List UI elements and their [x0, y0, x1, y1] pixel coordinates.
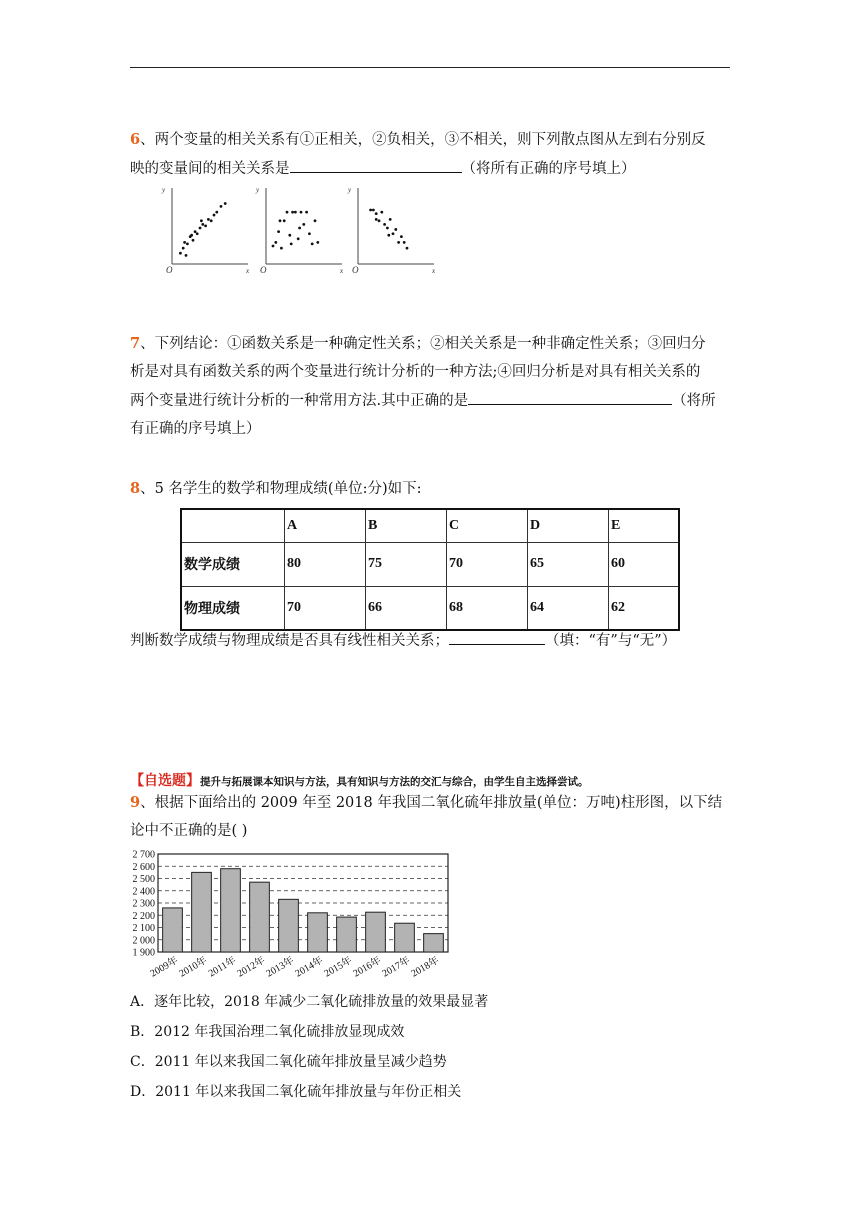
- question-suffix: （填：“有”与“无”）: [545, 633, 677, 649]
- bar: [250, 882, 270, 952]
- data-point: [305, 211, 308, 214]
- x-axis-label: x: [246, 267, 250, 274]
- question-text: 、根据下面给出的 2009 年至 2018 年我国二氧化硫年排放量(单位：万吨)柱形图，以下结: [140, 795, 723, 811]
- data-point: [386, 227, 389, 230]
- section-tag: 【自选题】: [130, 773, 200, 789]
- x-tick-label: 2010年: [177, 955, 209, 980]
- data-point: [280, 247, 283, 250]
- data-point: [274, 241, 277, 244]
- data-point: [283, 219, 286, 222]
- data-point: [224, 202, 227, 205]
- question-text: 、两个变量的相关关系有①正相关，②负相关，③不相关，则下列散点图从左到右分别反: [140, 132, 706, 148]
- data-point: [298, 227, 301, 230]
- y-axis-label: y: [162, 186, 166, 194]
- data-point: [290, 242, 293, 245]
- table-cell: 75: [366, 542, 447, 586]
- x-tick-label: 2017年: [380, 955, 412, 980]
- data-point: [291, 211, 294, 214]
- bar: [221, 869, 241, 952]
- option-d[interactable]: D．2011 年以来我国二氧化硫年排放量与年份正相关: [130, 1084, 462, 1100]
- data-point: [215, 211, 218, 214]
- section-header: [130, 770, 589, 790]
- table-header-cell: C: [447, 509, 528, 542]
- question-text: 论中不正确的是( ): [130, 823, 248, 839]
- bar: [424, 934, 444, 952]
- data-point: [378, 219, 381, 222]
- question-text: 、下列结论：①函数关系是一种确定性关系；②相关关系是一种非确定性关系；③回归分: [140, 336, 706, 352]
- question-text: 映的变量间的相关关系是: [130, 161, 290, 177]
- table-cell: 68: [447, 586, 528, 630]
- question-number: 7: [130, 335, 141, 352]
- data-point: [387, 234, 390, 237]
- table-header-cell: [181, 509, 285, 542]
- data-point: [183, 241, 186, 244]
- table-cell: 80: [285, 542, 366, 586]
- data-point: [201, 223, 204, 226]
- table-header-cell: E: [609, 509, 680, 542]
- bar: [192, 872, 212, 952]
- data-point: [314, 219, 317, 222]
- table-row: [181, 586, 679, 630]
- y-tick-label: 2 200: [132, 910, 155, 922]
- question-text: 、5 名学生的数学和物理成绩(单位:分)如下:: [140, 481, 422, 497]
- origin-label: O: [352, 265, 359, 274]
- y-tick-label: 2 500: [132, 874, 155, 885]
- data-point: [311, 242, 314, 245]
- question-suffix: （将所: [672, 393, 716, 409]
- bar: [395, 923, 415, 952]
- data-point: [375, 218, 378, 221]
- data-point: [220, 205, 223, 208]
- scatter-plot-3: [346, 182, 438, 274]
- data-point: [286, 211, 289, 214]
- data-point: [400, 235, 403, 238]
- answer-blank[interactable]: [290, 154, 462, 173]
- y-axis-label: y: [256, 186, 260, 194]
- y-tick-label: 2 000: [132, 935, 155, 947]
- data-point: [182, 247, 185, 250]
- data-point: [297, 237, 300, 240]
- table-cell: 66: [366, 586, 447, 630]
- data-point: [288, 234, 291, 237]
- question-text: 两个变量进行统计分析的一种常用方法.其中正确的是: [130, 393, 469, 409]
- bar: [366, 912, 386, 952]
- bar: [337, 917, 357, 952]
- data-point: [207, 218, 210, 221]
- data-point: [272, 245, 275, 248]
- data-point: [389, 218, 392, 221]
- question-suffix: （将所有正确的序号填上）: [461, 161, 636, 177]
- data-point: [300, 211, 303, 214]
- option-c[interactable]: C．2011 年以来我国二氧化硫年排放量呈减少趋势: [130, 1054, 447, 1070]
- question-6: [130, 126, 732, 183]
- data-point: [397, 241, 400, 244]
- y-tick-label: 2 400: [132, 886, 155, 898]
- table-cell: 64: [528, 586, 609, 630]
- data-point: [179, 252, 182, 255]
- table-cell: 60: [609, 542, 680, 586]
- data-point: [369, 209, 372, 212]
- y-tick-label: 2 700: [132, 849, 155, 861]
- data-point: [375, 212, 378, 215]
- table-header-cell: A: [285, 509, 366, 542]
- data-point: [403, 241, 406, 244]
- question-number: 9: [130, 794, 141, 811]
- scores-table: [180, 508, 680, 631]
- data-point: [186, 242, 189, 245]
- data-point: [406, 247, 409, 250]
- table-header-row: [181, 509, 679, 542]
- x-axis-label: x: [432, 267, 436, 274]
- answer-blank[interactable]: [449, 626, 545, 645]
- table-header-cell: B: [366, 509, 447, 542]
- question-8: [130, 475, 732, 503]
- origin-label: O: [166, 265, 173, 274]
- scatter-plot-2: [254, 182, 344, 274]
- data-point: [199, 227, 202, 230]
- y-tick-label: 2 600: [132, 861, 155, 873]
- x-tick-label: 2013年: [264, 955, 296, 980]
- table-cell: 62: [609, 586, 680, 630]
- table-header-cell: D: [528, 509, 609, 542]
- data-point: [380, 211, 383, 214]
- table-row: [181, 542, 679, 586]
- origin-label: O: [260, 265, 267, 274]
- bar: [279, 899, 299, 952]
- x-tick-label: 2011年: [206, 955, 238, 980]
- data-point: [196, 232, 199, 235]
- question-number: 6: [130, 131, 141, 148]
- data-point: [308, 232, 311, 235]
- x-tick-label: 2018年: [409, 955, 441, 980]
- y-tick-label: 2 300: [132, 898, 155, 910]
- bar: [163, 908, 183, 952]
- x-tick-label: 2012年: [235, 955, 267, 980]
- data-point: [302, 223, 305, 226]
- x-axis-label: x: [340, 267, 344, 274]
- x-tick-label: 2015年: [322, 955, 354, 980]
- question-8-prompt: [130, 626, 732, 655]
- data-point: [185, 254, 188, 257]
- data-point: [383, 223, 386, 226]
- data-point: [392, 232, 395, 235]
- x-tick-label: 2009年: [148, 955, 180, 980]
- bar: [308, 913, 328, 952]
- scatter-plot-1: [160, 182, 250, 274]
- question-9: [130, 789, 732, 845]
- data-point: [192, 239, 195, 242]
- question-text: 析是对具有函数关系的两个变量进行统计分析的一种方法;④回归分析是对具有相关关系的: [130, 364, 701, 380]
- data-point: [394, 228, 397, 231]
- data-point: [277, 230, 280, 233]
- question-text: 有正确的序号填上）: [130, 421, 261, 437]
- data-point: [200, 219, 203, 222]
- y-axis-label: y: [348, 186, 352, 194]
- x-tick-label: 2014年: [293, 955, 325, 980]
- data-point: [372, 209, 375, 212]
- row-label: 物理成绩: [181, 586, 285, 630]
- data-point: [279, 219, 282, 222]
- option-b[interactable]: B．2012 年我国治理二氧化硫排放显现成效: [130, 1024, 405, 1040]
- section-description: 提升与拓展课本知识与方法，具有知识与方法的交汇与综合，由学生自主选择尝试。: [200, 776, 589, 788]
- x-tick-label: 2016年: [351, 955, 383, 980]
- data-point: [213, 214, 216, 217]
- table-cell: 65: [528, 542, 609, 586]
- data-point: [194, 230, 197, 233]
- y-tick-label: 2 100: [132, 923, 155, 934]
- question-number: 8: [130, 480, 141, 497]
- y-tick-label: 1 900: [132, 947, 155, 959]
- data-point: [190, 234, 193, 237]
- bar-chart: [124, 846, 458, 986]
- table-cell: 70: [285, 586, 366, 630]
- row-label: 数学成绩: [181, 542, 285, 586]
- question-text: 判断数学成绩与物理成绩是否具有线性相关关系；: [130, 633, 449, 649]
- table-cell: 70: [447, 542, 528, 586]
- answer-blank[interactable]: [468, 386, 672, 405]
- option-a[interactable]: A．逐年比较，2018 年减少二氧化硫排放量的效果最显著: [130, 994, 489, 1010]
- data-point: [294, 211, 297, 214]
- header-rule: [130, 67, 730, 68]
- data-point: [204, 224, 207, 227]
- question-7: [130, 330, 732, 443]
- data-point: [316, 241, 319, 244]
- data-point: [210, 219, 213, 222]
